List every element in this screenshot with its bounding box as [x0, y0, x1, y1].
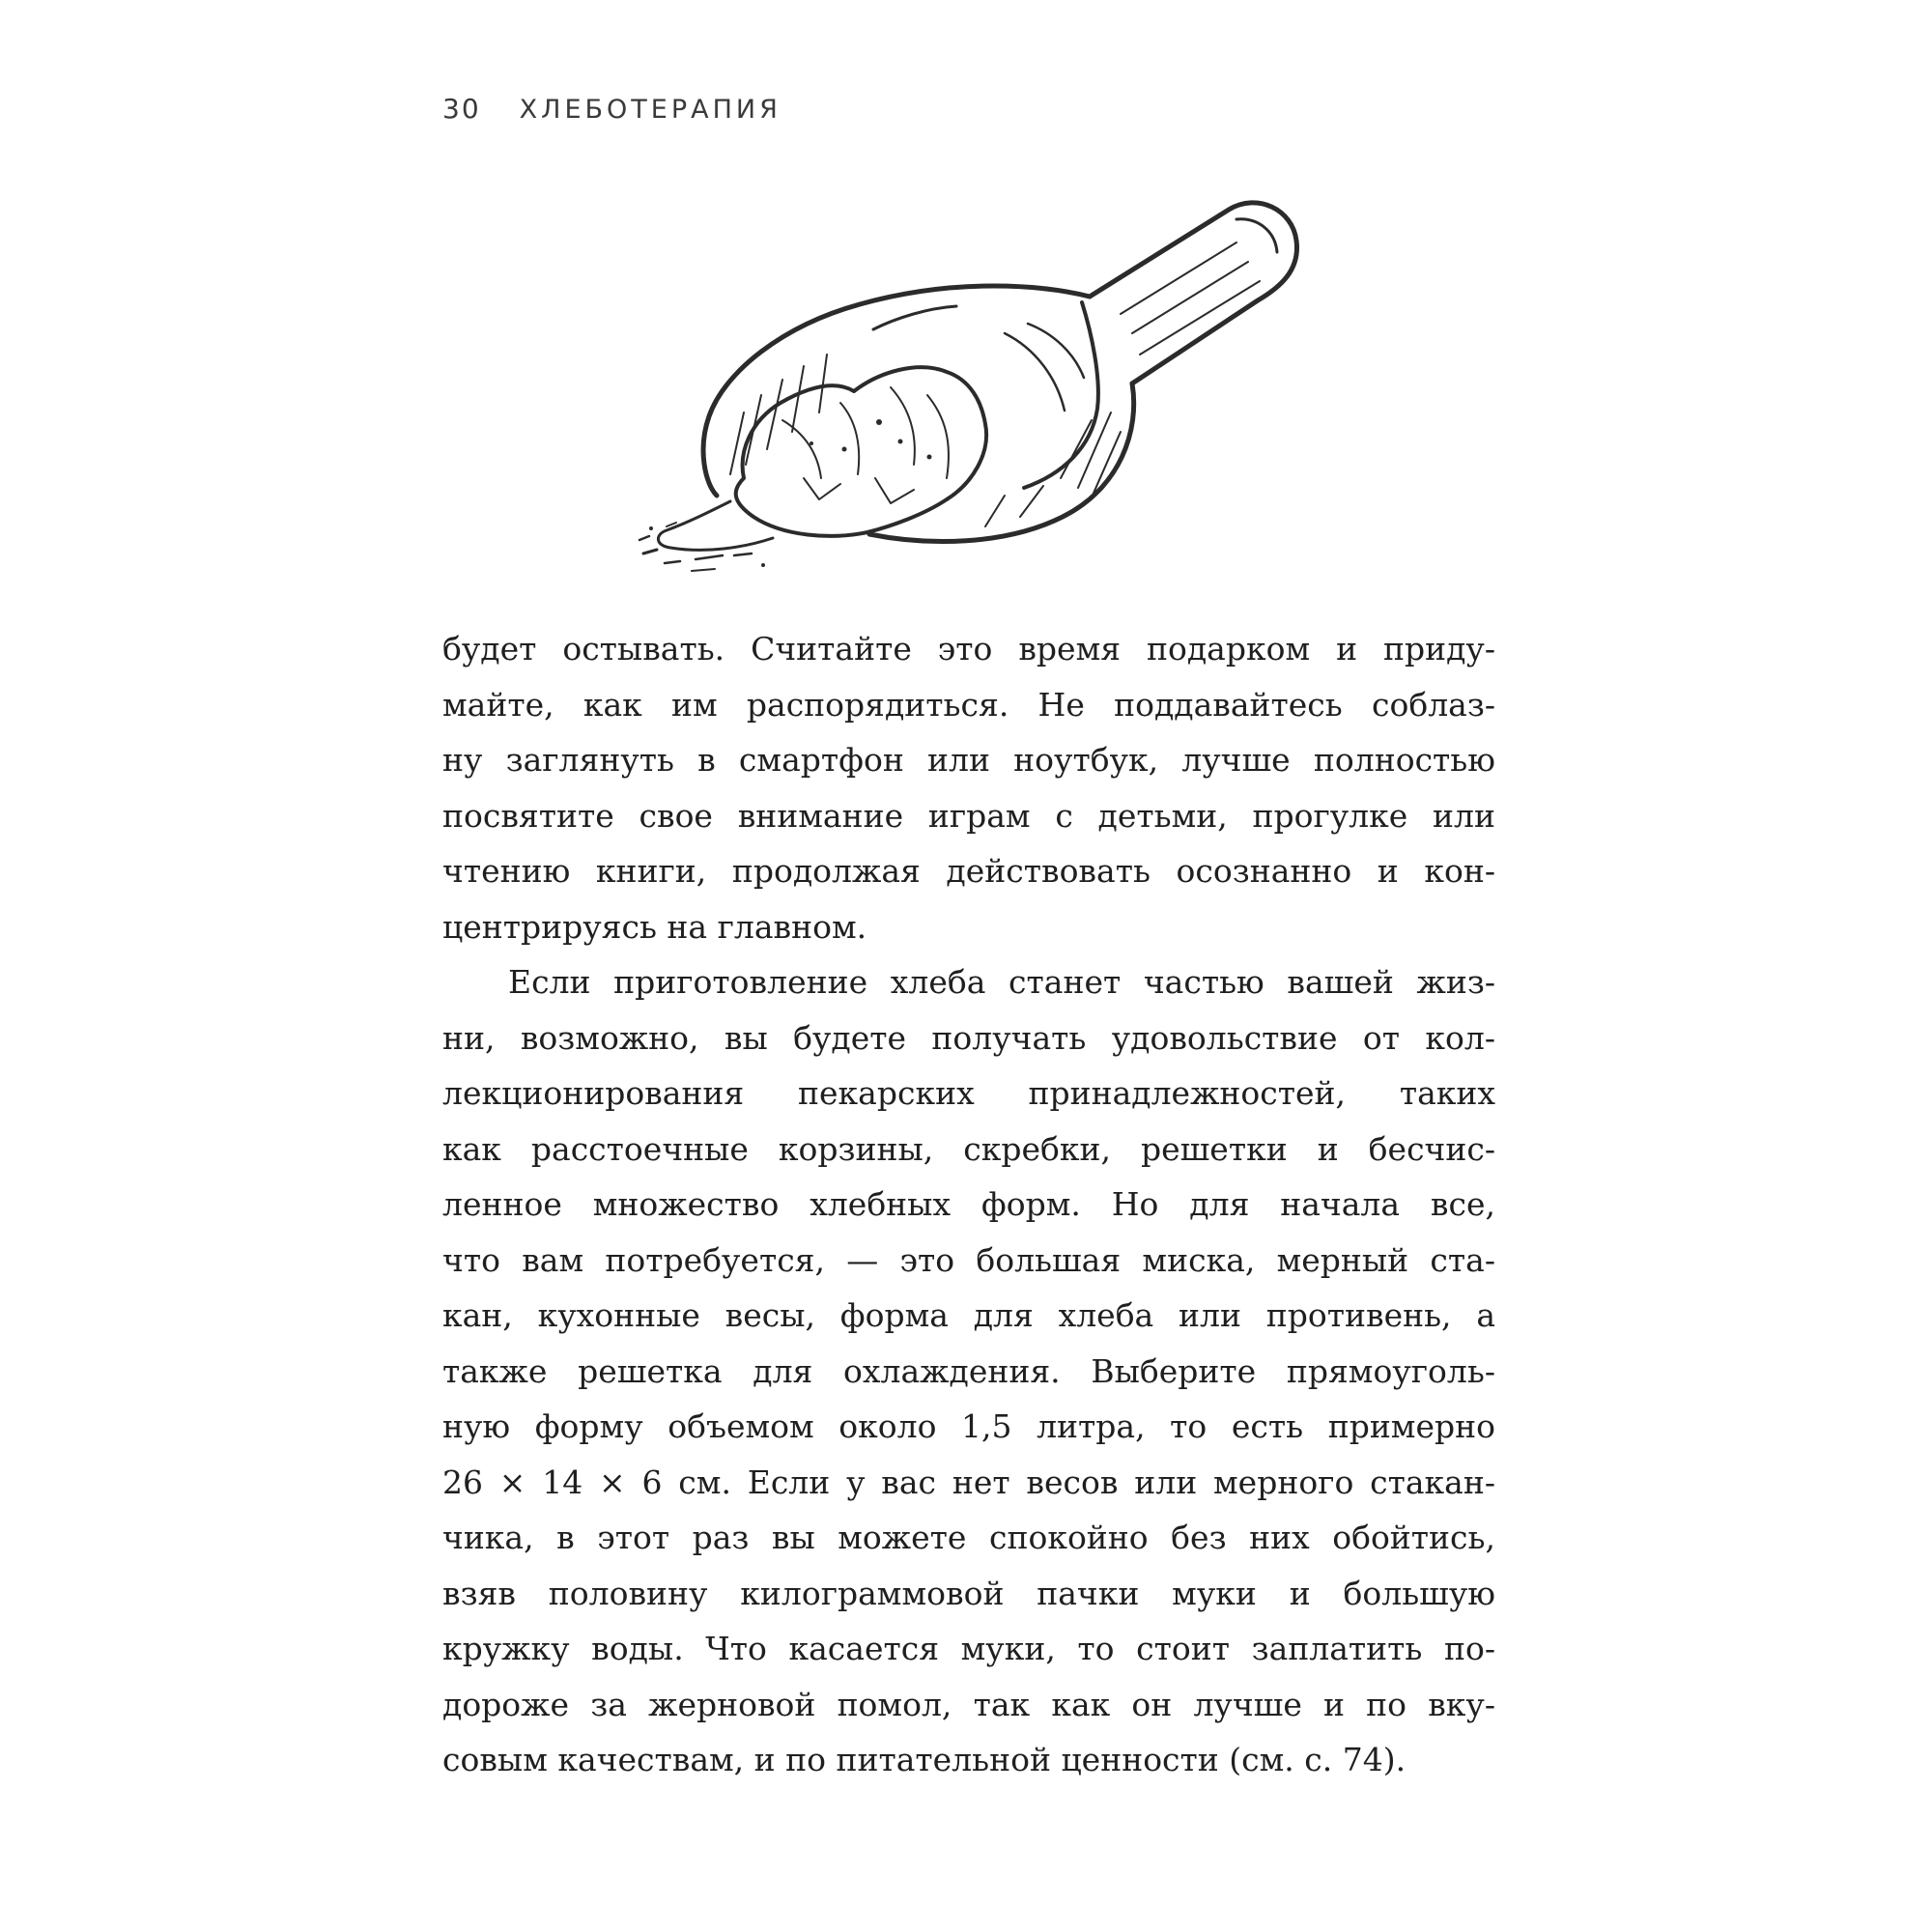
running-head	[442, 93, 1505, 131]
text-line: центрируясь на главном.	[442, 907, 867, 946]
text-line: как расстоечные корзины, скребки, решетки и бесчис-	[442, 1129, 1495, 1168]
text-line: совым качествам, и по питательной ценности (см. с. 74).	[442, 1741, 1406, 1778]
text-line: 26 × 14 × 6 см. Если у вас нет весов или мерного стакан-	[442, 1463, 1495, 1501]
paragraph-2	[442, 954, 1495, 1788]
text-line: дороже за жерновой помол, так как он лучше и по вку-	[442, 1685, 1495, 1723]
text-line: ни, возможно, вы будете получать удовольствие от кол-	[442, 1018, 1495, 1057]
text-line: майте, как им распорядиться. Не поддавайтесь соблаз-	[442, 685, 1495, 724]
text-line: чика, в этот раз вы можете спокойно без них обойтись,	[442, 1519, 1495, 1556]
text-line: лекционирования пекарских принадлежностей, таких	[442, 1074, 1495, 1112]
text-line: чтению книги, продолжая действовать осознанно и кон-	[442, 852, 1495, 890]
text-line: будет остывать. Считайте это время подарком и приду-	[442, 630, 1495, 668]
text-line: ленное множество хлебных форм. Но для начала все,	[442, 1185, 1495, 1223]
text-line: Если приготовление хлеба станет частью вашей жиз-	[508, 963, 1495, 1001]
paragraph-1	[442, 621, 1495, 954]
text-line: посвятите свое внимание играм с детьми, прогулке или	[442, 796, 1495, 835]
body-text	[442, 621, 1495, 1788]
page-number: 30	[442, 93, 481, 125]
text-line: ну заглянуть в смартфон или ноутбук, лучше полностью	[442, 741, 1495, 779]
text-line: ную форму объемом около 1,5 литра, то есть примерно	[442, 1407, 1495, 1445]
text-line: что вам потребуется, — это большая миска, мерный ста-	[442, 1240, 1495, 1279]
text-line: также решетка для охлаждения. Выберите прямоуголь-	[442, 1351, 1495, 1390]
flour-scoop-icon	[638, 188, 1314, 584]
text-line: кан, кухонные весы, форма для хлеба или противень, а	[442, 1296, 1495, 1334]
text-line: взяв половину килограммовой пачки муки и большую	[442, 1574, 1495, 1612]
running-title: ХЛЕБОТЕРАПИЯ	[519, 95, 781, 125]
text-line: кружку воды. Что касается муки, то стоит заплатить по-	[442, 1630, 1495, 1667]
